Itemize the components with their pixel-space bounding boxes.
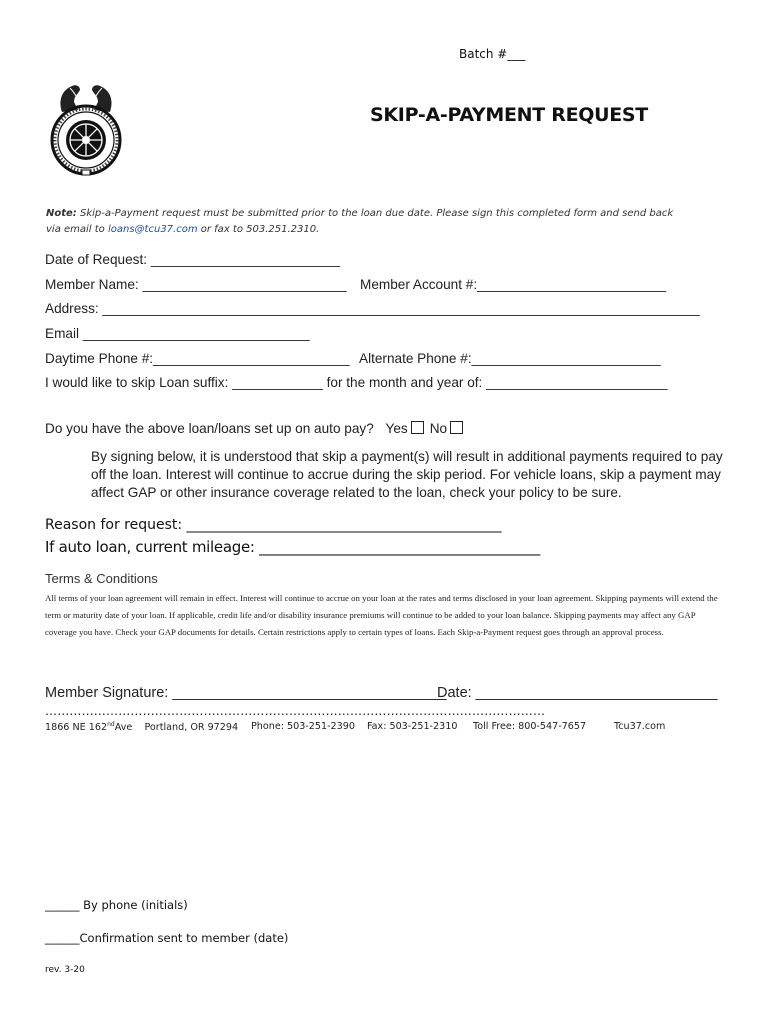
signature-date-field[interactable]: Date: ______________________________ <box>437 685 718 701</box>
by-phone-initials[interactable]: ______ By phone (initials) <box>45 898 188 912</box>
note-text-fax: or fax to 503.251.2310. <box>197 224 320 235</box>
form-title: SKIP-A-PAYMENT REQUEST <box>370 104 648 126</box>
footer-phone: Phone: 503-251-2390 <box>251 721 355 732</box>
date-of-request-field[interactable]: Date of Request: _________________________ <box>45 252 340 267</box>
no-checkbox[interactable] <box>450 421 463 434</box>
footer-address: 1866 NE 162ndAve Portland, OR 97294 <box>45 721 239 734</box>
yes-checkbox[interactable] <box>411 421 424 434</box>
loan-suffix-field[interactable]: I would like to skip Loan suffix: ____________ for the month and year of: ________________________ <box>45 375 668 390</box>
reason-field[interactable]: Reason for request: _____________________________________________ <box>45 517 502 533</box>
note-text: Skip-a-Payment request must be submitted prior to the loan due date. Please sign this completed form and send back via email to <box>46 208 674 235</box>
member-name-field[interactable]: Member Name: ___________________________ <box>45 277 347 292</box>
mileage-field[interactable]: If auto loan, current mileage: _______________________________________ <box>45 538 540 556</box>
footer-website[interactable]: Tcu37.com <box>614 721 666 732</box>
autopay-question <box>45 421 469 436</box>
revision-label: rev. 3-20 <box>45 965 85 975</box>
address-field[interactable]: Address: _______________________________________________________________________________ <box>45 301 700 316</box>
daytime-phone-field[interactable]: Daytime Phone #:__________________________ <box>45 351 350 366</box>
footer-fax: Fax: 503-251-2310 <box>367 721 458 732</box>
confirmation-date[interactable]: ______Confirmation sent to member (date) <box>45 931 289 945</box>
terms-heading: Terms & Conditions <box>45 571 158 586</box>
union-seal-logo <box>48 82 124 178</box>
batch-number: Batch #___ <box>459 47 526 61</box>
footer-toll-free: Toll Free: 800-547-7657 <box>473 721 587 732</box>
skip-disclaimer: By signing below, it is understood that skip a payment(s) will result in additional payments required to pay off the loan. Interest will continue to accrue during the skip period. For vehicle loans, skip a payment may affect GAP or other insurance coverage related to the loan, check your policy to be sure. <box>91 449 723 500</box>
autopay-question-text: Do you have the above loan/loans set up on auto pay? <box>45 421 374 436</box>
note-label: Note: <box>46 208 77 219</box>
terms-body: All terms of your loan agreement will remain in effect. Interest will continue to accrue on your loan at the rates and terms disclosed in your loan agreement. Skipping payments will extend the term or maturity date of your loan. If applicable, credit life and/or disability insurance premiums will continue to be added to your loan balance. Skipping payments may affect any GAP coverage you have. Check your GAP documents for details. Certain restrictions apply to certain types of loans. Each Skip-a-Payment request goes through an approval process. <box>45 593 718 637</box>
member-account-field[interactable]: Member Account #:_________________________ <box>360 277 667 292</box>
email-link[interactable]: loans@tcu37.com <box>107 224 198 235</box>
alternate-phone-field[interactable]: Alternate Phone #:_________________________ <box>359 351 661 366</box>
submission-note <box>46 206 686 238</box>
yes-label: Yes <box>385 421 408 436</box>
member-signature-field[interactable]: Member Signature: __________________________________ <box>45 685 447 701</box>
no-label: No <box>429 421 448 436</box>
email-field[interactable]: Email ______________________________ <box>45 326 310 341</box>
dotted-separator: …………………………………………………………………………………………………………… <box>45 704 546 718</box>
